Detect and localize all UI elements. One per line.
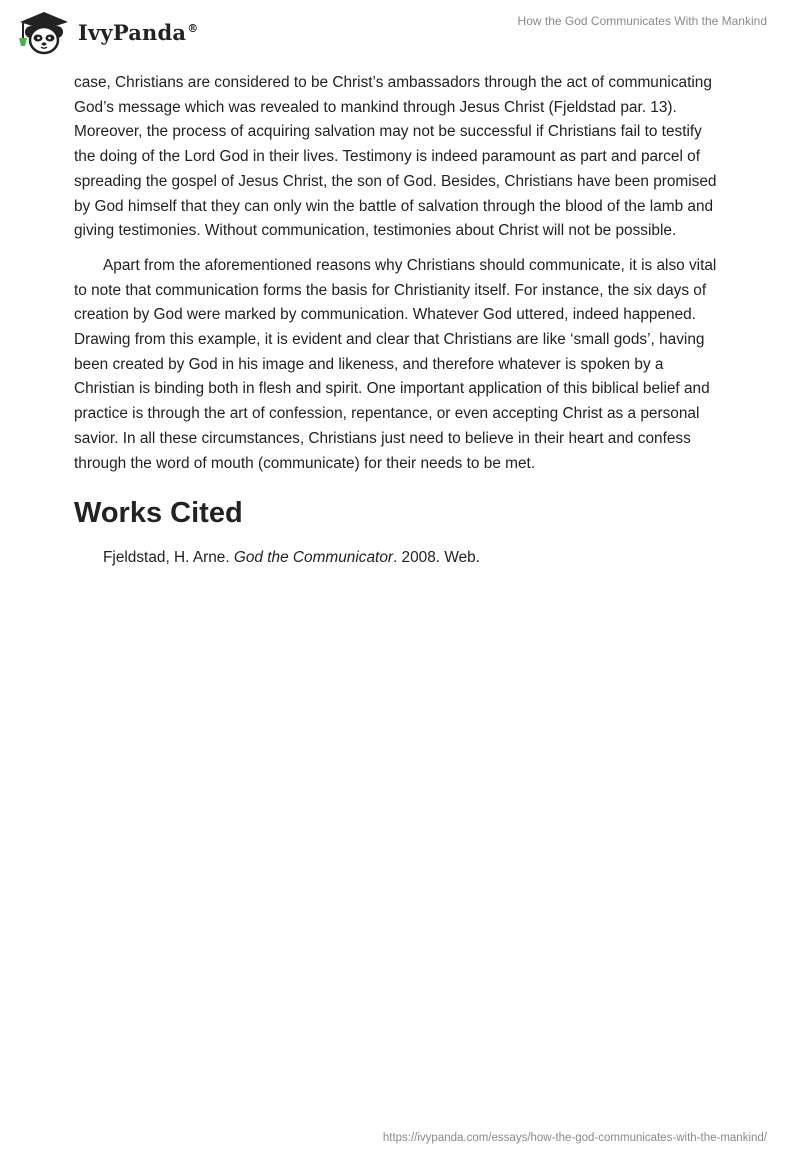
body-paragraph: Apart from the aforementioned reasons why Christians should communicate, it is also vital to note that communication forms the basis for Christianity itself. For instance, the six days of creation by God were marked by communication. Whatever God uttered, indeed happened. Drawing from this example, it is evident and clear that Christians are like ‘small gods’, having been created by God in his image and likeness, and therefore whatever is spoken by a Christian is binding both in flesh and spirit. One important application of this biblical belief and practice is through the art of confession, repentance, or even accepting Christ as a personal savior. In all these circumstances, Christians just need to believe in their heart and confess through the word of mouth (communicate) for their needs to be met. [74,256,717,472]
citation-details: . 2008. Web. [393,549,480,567]
essay-body [74,71,726,570]
citation-author: Fjeldstad, H. Arne. [103,549,234,567]
page-header [0,0,800,60]
citation-entry [74,546,726,570]
logo-wordmark: IvyPanda® [78,19,199,45]
panda-graduate-icon [14,8,72,56]
registered-mark: ® [187,21,199,35]
ivypanda-logo[interactable] [14,8,198,56]
document-title: How the God Communicates With the Mankind [517,14,767,28]
works-cited-heading: Works Cited [74,497,243,530]
citation-title: God the Communicator [233,549,393,567]
footer-url-link[interactable]: https://ivypanda.com/essays/how-the-god-communicates-with-the-mankind/ [382,1132,767,1144]
body-paragraph: case, Christians are considered to be Christ’s ambassadors through the act of communicating God’s message which was revealed to mankind through Jesus Christ (Fjeldstad par. 13). Moreover, the process of acquiring salvation may not be successful if Christians fail to testify the doing of the Lord God in their lives. Testimony is indeed paramount as part and parcel of spreading the gospel of Jesus Christ, the son of God. Besides, Christians have been promised by God himself that they can only win the battle of salvation through the blood of the lamb and giving testimonies. Without communication, testimonies about Christ will not be possible. [74,74,717,240]
